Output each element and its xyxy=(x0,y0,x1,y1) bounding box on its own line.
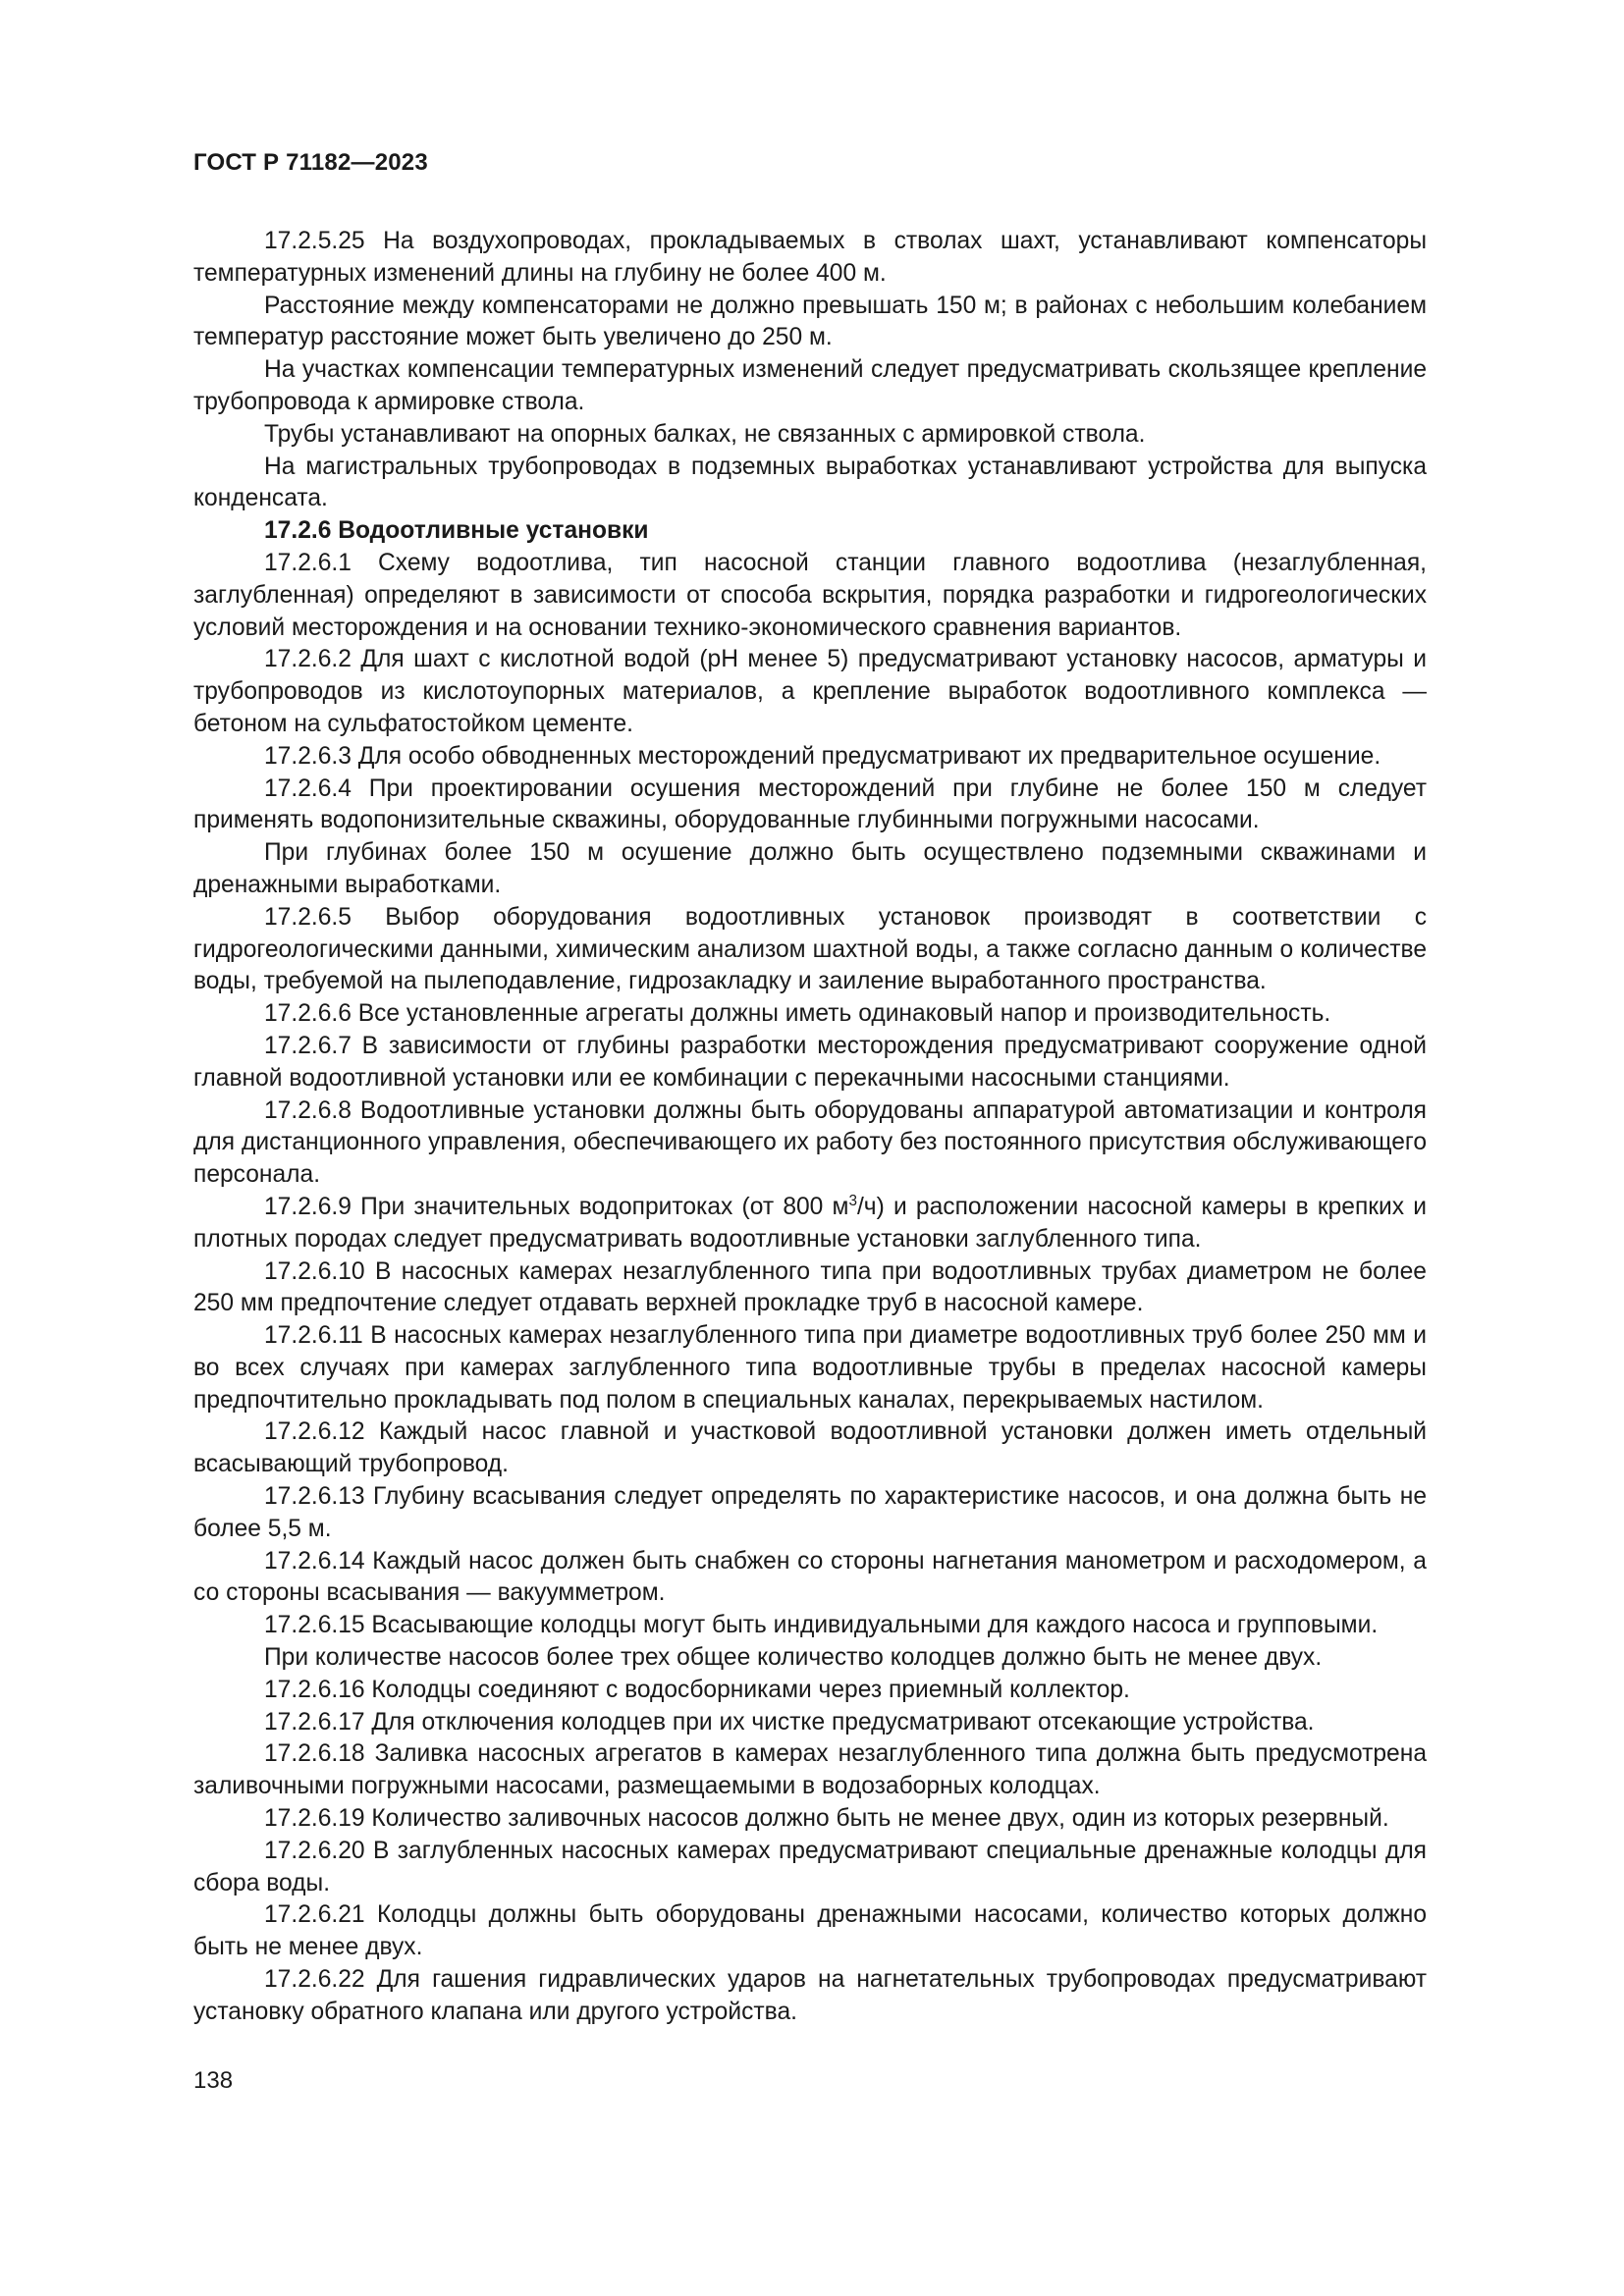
section-heading: 17.2.6 Водоотливные установки xyxy=(264,517,649,545)
paragraph: 17.2.6.3 Для особо обводненных месторождений предусматривают их предварительное осушение. xyxy=(264,742,1381,770)
paragraph: 17.2.6.21 Колодцы должны быть оборудованы дренажными насосами, количество которых должно быть не менее двух. xyxy=(193,1901,1427,1961)
paragraph: Расстояние между компенсаторами не должно превышать 150 м; в районах с небольшим колебанием температур расстояние может быть увеличено до 250 м. xyxy=(193,292,1427,351)
page-number: 138 xyxy=(193,2067,234,2094)
paragraph-text: 17.2.6.9 При значительных водопритоках (от 800 м xyxy=(264,1193,849,1220)
paragraph: При глубинах более 150 м осушение должно быть осуществлено подземными скважинами и дренажными выработками. xyxy=(193,839,1427,898)
paragraph: 17.2.6.2 Для шахт с кислотной водой (pH менее 5) предусматривают установку насосов, арматуры и трубопроводов из кислотоупорных материалов, а крепление выработок водоотливного комплекса — бетоном на сульфатостойком цементе. xyxy=(193,646,1427,737)
paragraph: 17.2.6.6 Все установленные агрегаты должны иметь одинаковый напор и производительность. xyxy=(264,1000,1331,1028)
paragraph: 17.2.6.12 Каждый насос главной и участковой водоотливной установки должен иметь отдельный всасывающий трубопровод. xyxy=(193,1418,1427,1478)
paragraph: При количестве насосов более трех общее количество колодцев должно быть не менее двух. xyxy=(264,1644,1323,1672)
paragraph: 17.2.6.4 При проектировании осушения месторождений при глубине не более 150 м следует применять водопонизительные скважины, оборудованные глубинными погружными насосами. xyxy=(193,774,1427,834)
paragraph: 17.2.6.17 Для отключения колодцев при их чистке предусматривают отсекающие устройства. xyxy=(264,1708,1315,1735)
paragraph: 17.2.6.1 Схему водоотлива, тип насосной станции главного водоотлива (незаглубленная, заглубленная) определяют в зависимости от способа вскрытия, порядка разработки и гидрогеологических условий месторождения и на основании технико-экономического сравнения вариантов. xyxy=(193,549,1427,641)
paragraph: 17.2.6.16 Колодцы соединяют с водосборниками через приемный коллектор. xyxy=(264,1676,1130,1703)
paragraph: 17.2.6.10 В насосных камерах незаглубленного типа при водоотливных трубах диаметром не более 250 мм предпочтение следует отдавать верхней прокладке труб в насосной камере. xyxy=(193,1257,1427,1317)
paragraph: На участках компенсации температурных изменений следует предусматривать скользящее крепление трубопровода к армировке ствола. xyxy=(193,356,1427,415)
paragraph-text: /ч) и расположении насосной камеры в крепких и плотных породах следует предусматривать водоотливные установки заглубленного типа. xyxy=(193,1193,1428,1253)
paragraph: 17.2.6.13 Глубину всасывания следует определять по характеристике насосов, и она должна быть не более 5,5 м. xyxy=(193,1483,1427,1542)
superscript: 3 xyxy=(848,1192,857,1209)
paragraph: 17.2.6.15 Всасывающие колодцы могут быть индивидуальными для каждого насоса и групповыми. xyxy=(264,1612,1379,1639)
paragraph: 17.2.6.22 Для гашения гидравлических ударов на нагнетательных трубопроводах предусматривают установку обратного клапана или другого устройства. xyxy=(193,1966,1427,2025)
paragraph: Трубы устанавливают на опорных балках, не связанных с армировкой ствола. xyxy=(264,420,1146,448)
document-header-id: ГОСТ Р 71182—2023 xyxy=(193,149,428,176)
paragraph: 17.2.6.11 В насосных камерах незаглубленного типа при диаметре водоотливных труб более 250 мм и во всех случаях при камерах заглубленного типа водоотливные трубы в пределах насосной камеры предпочтительно прокладывать под полом в специальных каналах, перекрываемых настилом. xyxy=(193,1322,1427,1414)
paragraph xyxy=(193,1192,1427,1256)
paragraph: 17.2.6.18 Заливка насосных агрегатов в камерах незаглубленного типа должна быть предусмотрена заливочными погружными насосами, размещаемыми в водозаборных колодцах. xyxy=(193,1740,1427,1800)
paragraph: На магистральных трубопроводах в подземных выработках устанавливают устройства для выпуска конденсата. xyxy=(193,453,1427,512)
paragraph: 17.2.6.14 Каждый насос должен быть снабжен со стороны нагнетания манометром и расходомером, а со стороны всасывания — вакуумметром. xyxy=(193,1547,1427,1607)
paragraph: 17.2.5.25 На воздухопроводах, прокладываемых в стволах шахт, устанавливают компенсаторы температурных изменений длины на глубину не более 400 м. xyxy=(193,228,1427,287)
paragraph: 17.2.6.8 Водоотливные установки должны быть оборудованы аппаратурой автоматизации и контроля для дистанционного управления, обеспечивающего их работу без постоянного присутствия обслуживающего персонала. xyxy=(193,1096,1427,1189)
paragraph: 17.2.6.5 Выбор оборудования водоотливных установок производят в соответствии с гидрогеологическими данными, химическим анализом шахтной воды, а также согласно данным о количестве воды, требуемой на пылеподавление, гидрозакладку и заиление выработанного пространства. xyxy=(193,903,1427,995)
paragraph: 17.2.6.7 В зависимости от глубины разработки месторождения предусматривают сооружение одной главной водоотливной установки или ее комбинации с перекачными насосными станциями. xyxy=(193,1032,1427,1092)
paragraph: 17.2.6.19 Количество заливочных насосов должно быть не менее двух, один из которых резервный. xyxy=(264,1805,1389,1833)
document-body xyxy=(193,226,1427,2029)
paragraph: 17.2.6.20 В заглубленных насосных камерах предусматривают специальные дренажные колодцы для сбора воды. xyxy=(193,1837,1427,1896)
